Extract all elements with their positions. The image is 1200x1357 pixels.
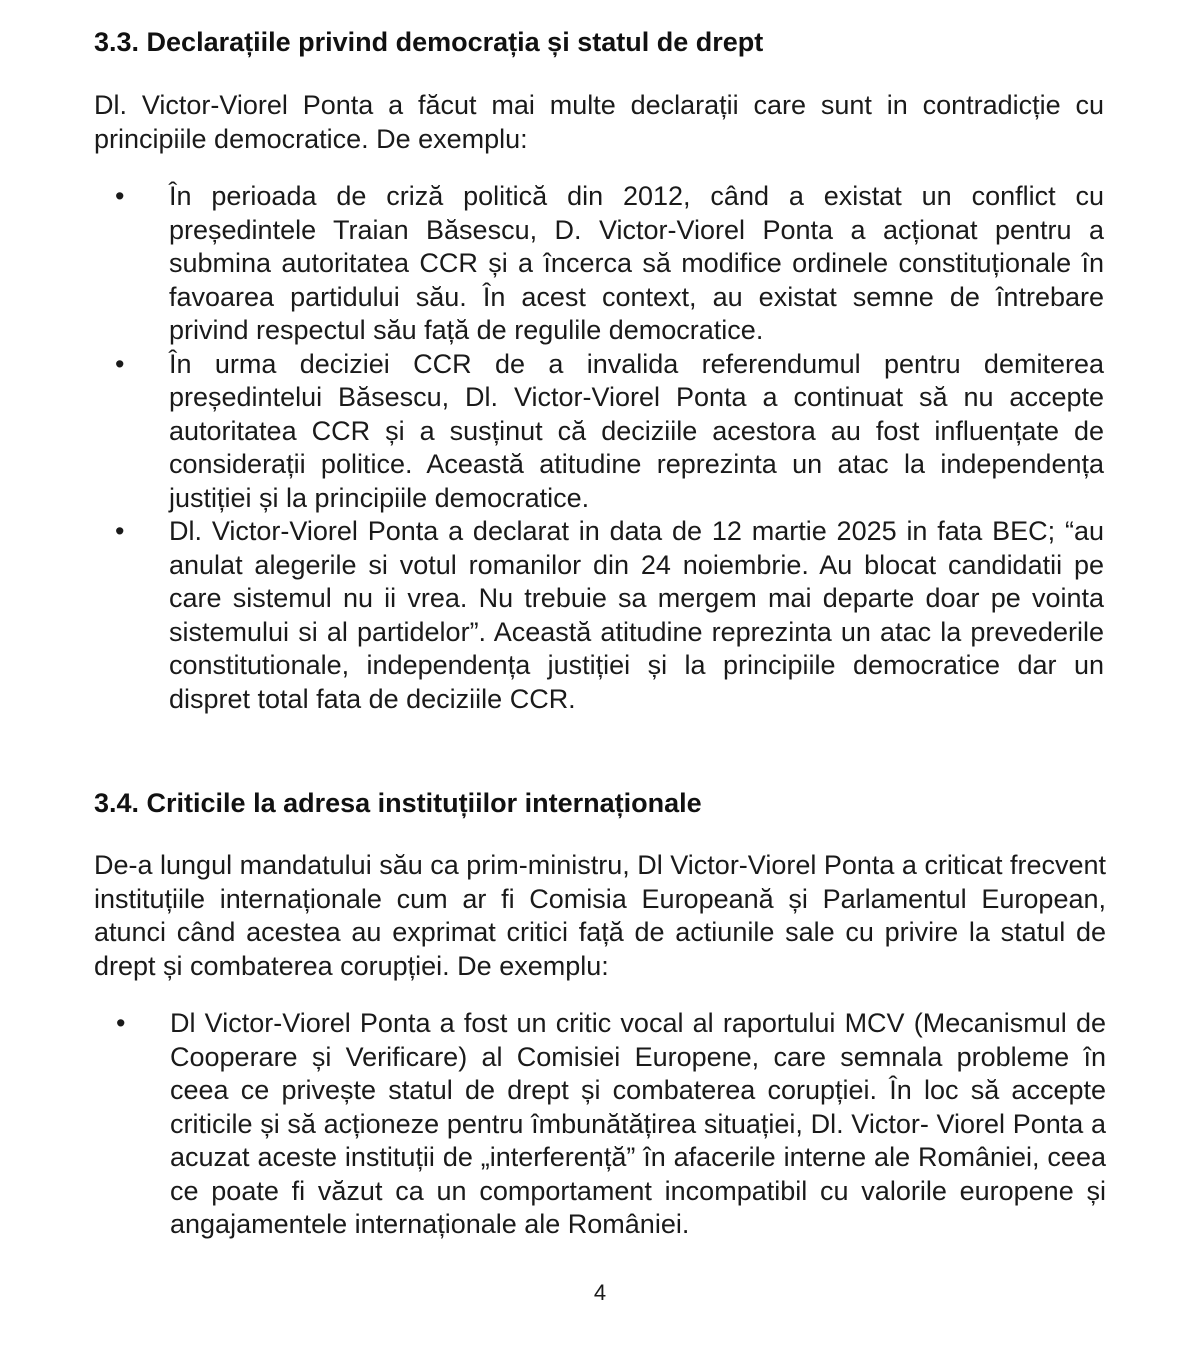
list-item-text: În urma deciziei CCR de a invalida referendumul pentru demiterea președintelui Băsescu, Dl. Victor-Viorel Ponta a continuat să nu accepte autoritatea CCR și a susținut că deciziile acestora au fost influențate de considerații politice. Această atitudine reprezinta un atac la independența justiției și la principiile democratice. xyxy=(169,348,1104,513)
section-3-4-bullet-list xyxy=(116,1007,1106,1242)
list-item xyxy=(116,1007,1106,1242)
bullet-icon: • xyxy=(115,516,125,546)
list-item-text: În perioada de criză politică din 2012, când a existat un conflict cu președintele Traian Băsescu, D. Victor-Viorel Ponta a acționat pentru a submina autoritatea CCR și a încerca să modifice ordinele constituționale în favoarea partidului său. În acest context, au existat semne de întrebare privind respectul său față de regulile democratice. xyxy=(169,181,1104,345)
page-number: 4 xyxy=(593,1280,607,1305)
bullet-icon: • xyxy=(115,181,125,211)
list-item-text: Dl. Victor-Viorel Ponta a declarat in data de 12 martie 2025 in fata BEC; “au anulat alegerile si votul romanilor din 24 noiembrie. Au blocat candidatii pe care sistemul nu ii vrea. Nu trebuie sa mergem mai departe doar pe vointa sistemului si al partidelor”. Această atitudine reprezinta un atac la prevederile constitutionale, independența justiției și la principiile democratice dar un dispret total fata de deciziile CCR. xyxy=(169,516,1104,714)
bullet-icon: • xyxy=(116,1008,126,1038)
section-3-4-intro: De-a lungul mandatului său ca prim-ministru, Dl Victor-Viorel Ponta a criticat frecvent instituțiile internaționale cum ar fi Comisia Europeană și Parlamentul European, atunci când acestea au exprimat critici față de actiunile sale cu privire la statul de drept și combaterea corupției. De exemplu: xyxy=(94,850,1106,981)
list-item-text: Dl Victor-Viorel Ponta a fost un critic vocal al raportului MCV (Mecanismul de Cooperare și Verificare) al Comisiei Europene, care semnala probleme în ceea ce privește statul de drept și combaterea corupției. În loc să accepte criticile și să acționeze pentru îmbunătățirea situației, Dl. Victor- Viorel Ponta a acuzat aceste instituții de „interferență” în afacerile interne ale României, ceea ce poate fi văzut ca un comportament incompatibil cu valorile europene și angajamentele internaționale ale României. xyxy=(170,1008,1106,1239)
section-3-3-bullet-list xyxy=(115,180,1104,716)
section-3-3-intro: Dl. Victor-Viorel Ponta a făcut mai multe declarații care sunt in contradicție cu principiile democratice. De exemplu: xyxy=(94,90,1104,154)
bullet-icon: • xyxy=(115,348,125,379)
section-3-4-heading: 3.4. Criticile la adresa instituțiilor internaționale xyxy=(94,788,702,818)
list-item xyxy=(115,348,1104,516)
list-item xyxy=(115,180,1104,348)
list-item xyxy=(115,515,1104,716)
section-3-3-heading: 3.3. Declarațiile privind democrația și statul de drept xyxy=(94,27,764,57)
